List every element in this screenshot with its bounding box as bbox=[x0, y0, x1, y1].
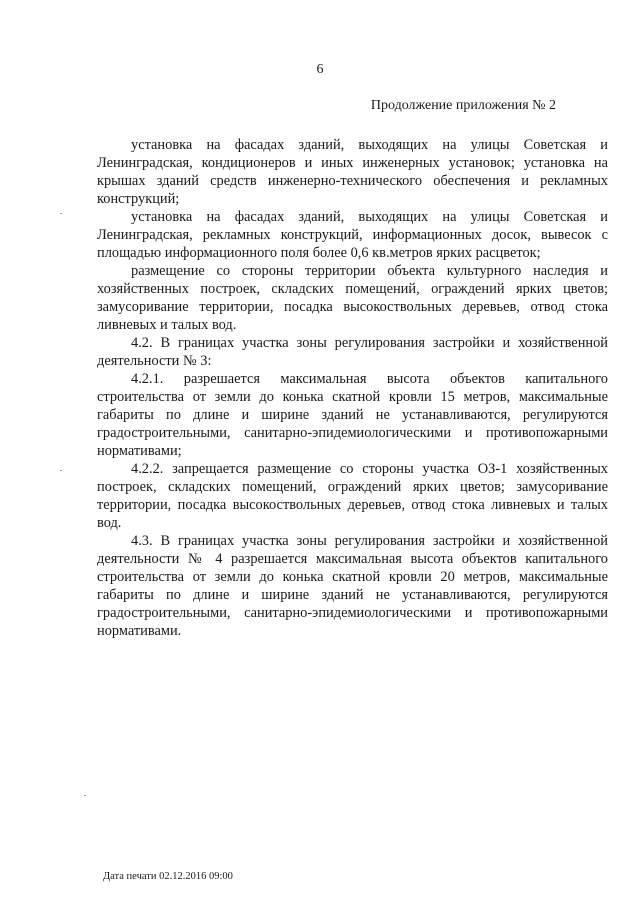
paragraph-section-4-2-2: 4.2.2. запрещается размещение со стороны участка ОЗ-1 хозяйственных построек, складских помещений, ограждений ярких цветов; замусоривание территории, посадка высокоствольных деревьев, отвод стока ливневых и талых вод. bbox=[97, 461, 608, 531]
print-date-footer: Дата печати 02.12.2016 09:00 bbox=[103, 871, 233, 882]
scan-speck bbox=[60, 470, 62, 471]
paragraph: установка на фасадах зданий, выходящих на улицы Советская и Ленинградская, кондиционеров и иных инженерных установок; установка на крышах зданий средств инженерно-технического обеспечения и рекламных конструкций; bbox=[97, 137, 608, 207]
paragraph-section-4-2: 4.2. В границах участка зоны регулирования застройки и хозяйственной деятельности № 3: bbox=[97, 335, 608, 369]
page-number: 6 bbox=[316, 62, 324, 77]
paragraph: установка на фасадах зданий, выходящих на улицы Советская и Ленинградская, рекламных конструкций, информационных досок, вывесок с площадью информационного поля более 0,6 кв.метров ярких расцветок; bbox=[97, 209, 608, 261]
scan-speck bbox=[60, 213, 62, 214]
scan-speck bbox=[84, 795, 86, 796]
paragraph: размещение со стороны территории объекта культурного наследия и хозяйственных построек, складских помещений, ограждений ярких цветов; замусоривание территории, посадка высокоствольных деревьев, отвод стока ливневых и талых вод. bbox=[97, 263, 608, 333]
paragraph-section-4-2-1: 4.2.1. разрешается максимальная высота объектов капитального строительства от земли до конька скатной кровли 15 метров, максимальные габариты по длине и ширине зданий не устанавливаются, регулируются градостроительными, санитарно-эпидемиологическими и противопожарными нормативами; bbox=[97, 371, 608, 459]
appendix-continuation-note: Продолжение приложения № 2 bbox=[370, 98, 556, 113]
paragraph-section-4-3: 4.3. В границах участка зоны регулирования застройки и хозяйственной деятельности № 4 разрешается максимальная высота объектов капитального строительства от земли до конька скатной кровли 20 метров, максимальные габариты по длине и ширине зданий не устанавливаются, регулируются градостроительными, санитарно-эпидемиологическими и противопожарными нормативами. bbox=[97, 533, 608, 639]
document-body bbox=[97, 136, 608, 640]
